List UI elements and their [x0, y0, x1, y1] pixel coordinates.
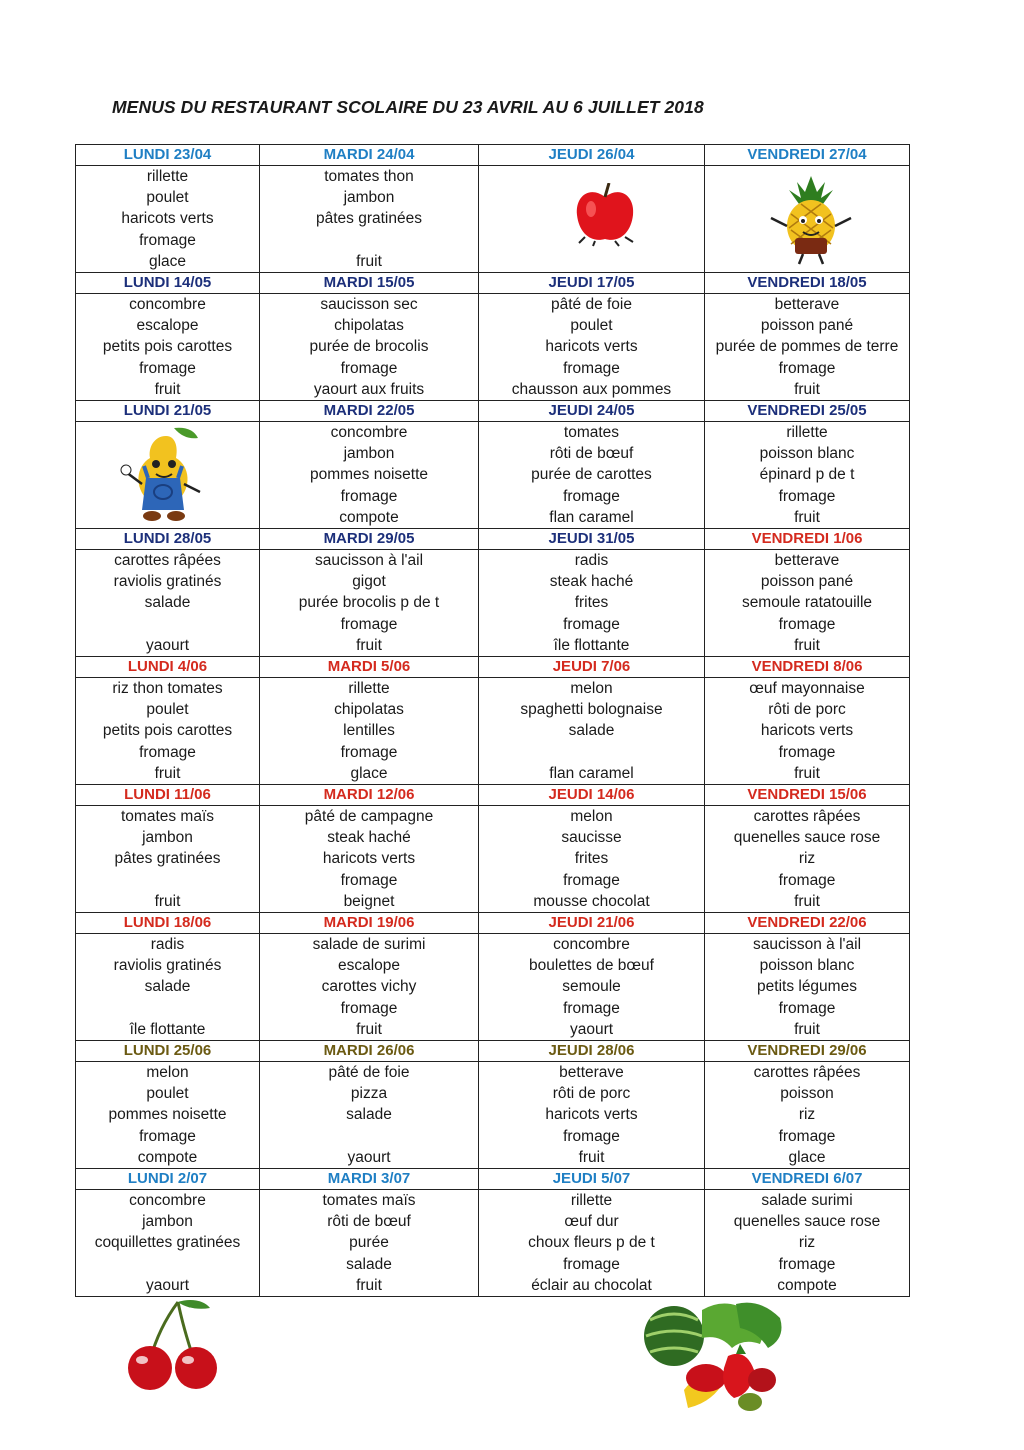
- menu-item: salade: [346, 1255, 392, 1273]
- day-menu: [705, 1190, 910, 1297]
- day-header-row: [76, 273, 910, 294]
- day-header: JEUDI 7/06: [479, 657, 705, 678]
- menu-item: escalope: [337, 957, 401, 975]
- menu-item: melon: [570, 680, 613, 697]
- menu-item: fromage: [139, 1127, 196, 1145]
- menu-row: [76, 934, 910, 1041]
- menu-row: [76, 422, 910, 529]
- menu-item: pâtes gratinées: [316, 210, 422, 228]
- day-header: LUNDI 18/06: [76, 913, 260, 934]
- menu-item: compote: [339, 508, 399, 526]
- menu-item: saucisson sec: [320, 296, 418, 313]
- menu-item: pâtes gratinées: [114, 850, 221, 868]
- menu-item: steak haché: [327, 829, 411, 847]
- day-header: MARDI 22/05: [260, 401, 479, 422]
- menu-item: choux fleurs p de t: [528, 1234, 655, 1252]
- menu-item: rillette: [348, 680, 390, 697]
- day-header: VENDREDI 1/06: [705, 529, 910, 550]
- menu-item: gigot: [352, 573, 386, 591]
- day-menu: [705, 294, 910, 401]
- menu-row: [76, 806, 910, 913]
- menu-item: œuf mayonnaise: [749, 680, 865, 697]
- day-header-row: [76, 401, 910, 422]
- menu-item: salade: [346, 1106, 392, 1124]
- menu-item: poulet: [146, 1085, 189, 1103]
- menu-item: jambon: [142, 829, 193, 847]
- day-menu: [260, 934, 479, 1041]
- day-header: JEUDI 17/05: [479, 273, 705, 294]
- day-header: JEUDI 14/06: [479, 785, 705, 806]
- menu-item: salade surimi: [761, 1192, 853, 1209]
- menu-item: jambon: [142, 1213, 193, 1231]
- menu-item: haricots verts: [545, 1106, 638, 1124]
- menu-item: fromage: [563, 359, 620, 377]
- menu-item: concombre: [330, 424, 408, 441]
- menu-item: melon: [570, 808, 613, 825]
- day-menu: [479, 1062, 705, 1169]
- menu-item: concombre: [129, 1192, 206, 1209]
- menu-item: tomates: [563, 424, 620, 441]
- apple-icon: [575, 183, 635, 247]
- day-menu: [479, 678, 705, 785]
- menu-item: salade de surimi: [312, 936, 426, 953]
- menu-item: fruit: [794, 508, 820, 526]
- day-header: VENDREDI 29/06: [705, 1041, 910, 1062]
- day-header-row: [76, 657, 910, 678]
- day-header: VENDREDI 25/05: [705, 401, 910, 422]
- menu-item: [479, 742, 704, 763]
- menu-item: fromage: [778, 871, 836, 889]
- menu-item: haricots verts: [121, 210, 214, 228]
- menu-item: île flottante: [129, 1020, 206, 1038]
- day-menu: [260, 1190, 479, 1297]
- menu-item: fromage: [563, 1127, 620, 1145]
- menu-item: saucisse: [561, 829, 622, 847]
- menu-item: rôti de porc: [768, 701, 846, 719]
- menu-item: fromage: [778, 359, 836, 377]
- menu-row: [76, 1190, 910, 1297]
- day-header: MARDI 12/06: [260, 785, 479, 806]
- menu-item: salade: [144, 594, 191, 612]
- menu-item: tomates thon: [324, 168, 414, 185]
- day-header: LUNDI 28/05: [76, 529, 260, 550]
- menu-item: rôti de bœuf: [549, 445, 634, 463]
- day-header: MARDI 19/06: [260, 913, 479, 934]
- menu-item: lentilles: [343, 722, 395, 740]
- menu-item: melon: [146, 1064, 189, 1081]
- menu-item: rillette: [570, 1192, 613, 1209]
- day-header: LUNDI 2/07: [76, 1169, 260, 1190]
- menu-item: fromage: [139, 359, 196, 377]
- menu-item: fromage: [340, 871, 398, 889]
- cherries-icon: [118, 1298, 223, 1393]
- day-menu: [76, 1190, 260, 1297]
- day-header: JEUDI 31/05: [479, 529, 705, 550]
- menu-item: purée brocolis p de t: [298, 594, 440, 612]
- menu-item: tomates maïs: [322, 1192, 416, 1209]
- menu-item: fromage: [340, 487, 398, 505]
- day-menu: [76, 166, 260, 273]
- menu-item: fromage: [340, 615, 398, 633]
- menu-item: fruit: [356, 1020, 382, 1038]
- day-header: VENDREDI 18/05: [705, 273, 910, 294]
- day-header: LUNDI 4/06: [76, 657, 260, 678]
- day-menu: [705, 806, 910, 913]
- menu-item: rillette: [146, 168, 189, 185]
- day-header: JEUDI 21/06: [479, 913, 705, 934]
- day-header-row: [76, 145, 910, 166]
- menu-item: fruit: [356, 1276, 382, 1294]
- menu-item: pommes noisette: [108, 1106, 227, 1124]
- menu-item: glace: [350, 764, 388, 782]
- day-header: LUNDI 14/05: [76, 273, 260, 294]
- menu-item: [76, 1254, 259, 1275]
- menu-item: tomates maïs: [120, 808, 215, 825]
- menu-item: fromage: [778, 1127, 836, 1145]
- menu-item: poisson: [780, 1085, 834, 1103]
- menu-item: semoule: [562, 978, 621, 996]
- menu-item: fromage: [778, 743, 836, 761]
- menu-item: compote: [777, 1276, 837, 1294]
- menu-item: jambon: [343, 445, 395, 463]
- day-menu: [479, 1190, 705, 1297]
- day-header: JEUDI 24/05: [479, 401, 705, 422]
- day-header: JEUDI 26/04: [479, 145, 705, 166]
- vegetables-icon: [640, 1298, 790, 1416]
- menu-item: [260, 230, 478, 251]
- day-header: VENDREDI 22/06: [705, 913, 910, 934]
- day-header: LUNDI 23/04: [76, 145, 260, 166]
- day-header: MARDI 29/05: [260, 529, 479, 550]
- menu-item: frites: [574, 594, 609, 612]
- menu-item: fruit: [794, 892, 820, 910]
- menu-item: [260, 1126, 478, 1147]
- day-header: MARDI 26/06: [260, 1041, 479, 1062]
- menu-item: fruit: [154, 380, 181, 398]
- menu-item: fruit: [794, 380, 820, 398]
- day-menu: [260, 806, 479, 913]
- menu-table: [75, 144, 910, 1297]
- menu-item: purée de brocolis: [309, 338, 429, 356]
- day-menu: [705, 166, 910, 273]
- day-menu: [260, 166, 479, 273]
- day-menu: [705, 422, 910, 529]
- menu-item: betterave: [774, 552, 840, 569]
- menu-item: yaourt: [347, 1148, 391, 1166]
- day-header: MARDI 24/04: [260, 145, 479, 166]
- menu-item: fruit: [794, 764, 820, 782]
- menu-item: fromage: [340, 359, 398, 377]
- menu-item: fromage: [340, 743, 398, 761]
- menu-item: mousse chocolat: [533, 892, 650, 910]
- day-menu: [76, 1062, 260, 1169]
- menu-item: poisson blanc: [759, 445, 855, 463]
- menu-item: purée de carottes: [531, 466, 652, 484]
- menu-item: carottes râpées: [114, 552, 221, 569]
- day-menu: [260, 550, 479, 657]
- menu-row: [76, 678, 910, 785]
- menu-item: purée de pommes de terre: [715, 338, 899, 356]
- menu-row: [76, 1062, 910, 1169]
- day-header: VENDREDI 6/07: [705, 1169, 910, 1190]
- menu-item: haricots verts: [322, 850, 416, 868]
- menu-item: rôti de bœuf: [327, 1213, 411, 1231]
- menu-item: fromage: [778, 999, 836, 1017]
- menu-item: yaourt: [145, 636, 190, 654]
- menu-item: fromage: [563, 871, 620, 889]
- day-menu: [76, 294, 260, 401]
- menu-item: glace: [148, 252, 187, 270]
- menu-item: beignet: [343, 892, 395, 910]
- menu-item: pâté de campagne: [304, 808, 434, 825]
- day-header: LUNDI 25/06: [76, 1041, 260, 1062]
- day-header: VENDREDI 8/06: [705, 657, 910, 678]
- menu-item: petits pois carottes: [102, 338, 233, 356]
- menu-item: fromage: [563, 615, 620, 633]
- menu-item: chausson aux pommes: [511, 380, 672, 398]
- day-header: VENDREDI 27/04: [705, 145, 910, 166]
- menu-item: rillette: [786, 424, 828, 441]
- menu-item: fruit: [794, 636, 820, 654]
- menu-item: carottes vichy: [321, 978, 417, 996]
- menu-item: fromage: [778, 487, 836, 505]
- menu-item: spaghetti bolognaise: [520, 701, 663, 719]
- day-menu: [479, 806, 705, 913]
- day-header: LUNDI 11/06: [76, 785, 260, 806]
- day-menu: [479, 550, 705, 657]
- menu-item: fromage: [778, 1255, 836, 1273]
- menu-item: [76, 870, 259, 891]
- menu-item: quenelles sauce rose: [733, 829, 881, 847]
- menu-item: fruit: [794, 1020, 820, 1038]
- day-header: MARDI 15/05: [260, 273, 479, 294]
- day-menu: [705, 678, 910, 785]
- day-menu: [260, 678, 479, 785]
- menu-item: purée: [349, 1234, 389, 1252]
- day-header-row: [76, 913, 910, 934]
- menu-item: haricots verts: [545, 338, 638, 356]
- menu-item: fromage: [563, 999, 620, 1017]
- menu-item: saucisson à l'ail: [314, 552, 424, 569]
- day-menu: [260, 294, 479, 401]
- day-menu: [479, 934, 705, 1041]
- menu-item: poulet: [146, 189, 189, 207]
- menu-item: riz: [798, 1234, 816, 1252]
- menu-item: radis: [150, 936, 185, 953]
- menu-item: île flottante: [553, 636, 630, 654]
- menu-item: fruit: [154, 764, 181, 782]
- day-menu: [705, 934, 910, 1041]
- day-menu: [76, 806, 260, 913]
- menu-item: glace: [788, 1148, 826, 1166]
- menu-row: [76, 166, 910, 273]
- menu-item: rôti de porc: [552, 1085, 631, 1103]
- day-header-row: [76, 785, 910, 806]
- menu-item: petits pois carottes: [102, 722, 233, 740]
- day-menu: [479, 422, 705, 529]
- menu-item: pâté de foie: [550, 296, 632, 313]
- menu-item: betterave: [774, 296, 840, 313]
- menu-item: yaourt aux fruits: [313, 380, 425, 398]
- menu-row: [76, 294, 910, 401]
- day-menu: [705, 550, 910, 657]
- menu-item: petits légumes: [757, 978, 857, 996]
- menu-item: yaourt: [145, 1276, 190, 1294]
- day-menu: [260, 422, 479, 529]
- menu-item: raviolis gratinés: [113, 573, 222, 591]
- menu-item: fruit: [578, 1148, 605, 1166]
- day-menu: [76, 550, 260, 657]
- day-header: JEUDI 28/06: [479, 1041, 705, 1062]
- menu-item: pâté de foie: [328, 1064, 410, 1081]
- menu-item: riz: [798, 850, 816, 868]
- menu-item: fromage: [340, 999, 398, 1017]
- day-menu: [479, 294, 705, 401]
- menu-item: poulet: [570, 317, 613, 335]
- menu-item: poisson blanc: [759, 957, 855, 975]
- menu-item: concombre: [129, 296, 206, 313]
- menu-item: [76, 614, 259, 635]
- menu-item: fruit: [154, 892, 181, 910]
- menu-item: jambon: [343, 189, 395, 207]
- menu-item: flan caramel: [549, 764, 634, 782]
- day-menu: [705, 1062, 910, 1169]
- menu-item: saucisson à l'ail: [752, 936, 862, 953]
- menu-item: pizza: [350, 1085, 388, 1103]
- day-header-row: [76, 529, 910, 550]
- menu-item: coquillettes gratinées: [94, 1234, 241, 1252]
- menu-item: compote: [137, 1148, 198, 1166]
- menu-item: poulet: [146, 701, 189, 719]
- menu-item: flan caramel: [549, 508, 634, 526]
- menu-item: fruit: [356, 636, 382, 654]
- menu-item: riz: [798, 1106, 816, 1124]
- menu-item: semoule ratatouille: [741, 594, 873, 612]
- day-header-row: [76, 1169, 910, 1190]
- menu-item: fromage: [139, 743, 196, 761]
- menu-item: éclair au chocolat: [531, 1276, 652, 1294]
- menu-item: boulettes de bœuf: [529, 957, 654, 975]
- menu-item: escalope: [136, 317, 199, 335]
- day-menu: [76, 422, 260, 529]
- menu-item: carottes râpées: [753, 1064, 861, 1081]
- day-header: JEUDI 5/07: [479, 1169, 705, 1190]
- menu-item: raviolis gratinés: [113, 957, 222, 975]
- menu-row: [76, 550, 910, 657]
- day-header: VENDREDI 15/06: [705, 785, 910, 806]
- day-menu: [76, 678, 260, 785]
- day-menu: [76, 934, 260, 1041]
- menu-item: riz thon tomates: [112, 680, 223, 697]
- menu-item: carottes râpées: [753, 808, 861, 825]
- day-menu: [479, 166, 705, 273]
- menu-item: frites: [574, 850, 609, 868]
- menu-item: fromage: [563, 1255, 620, 1273]
- day-header: MARDI 3/07: [260, 1169, 479, 1190]
- menu-item: haricots verts: [760, 722, 854, 740]
- menu-item: chipolatas: [334, 317, 404, 335]
- day-menu: [260, 1062, 479, 1169]
- menu-item: épinard p de t: [759, 466, 855, 484]
- menu-item: fromage: [139, 231, 196, 249]
- day-header-row: [76, 1041, 910, 1062]
- menu-item: [76, 998, 259, 1019]
- pineapple-icon: [767, 174, 855, 266]
- day-header: MARDI 5/06: [260, 657, 479, 678]
- menu-item: fruit: [356, 252, 382, 270]
- menu-item: salade: [568, 722, 615, 740]
- menu-item: fromage: [563, 487, 620, 505]
- menu-item: yaourt: [569, 1020, 614, 1038]
- pear-character-icon: [118, 426, 208, 524]
- page-title: MENUS DU RESTAURANT SCOLAIRE DU 23 AVRIL AU 6 JUILLET 2018: [112, 97, 704, 117]
- menu-item: poisson pané: [760, 317, 854, 335]
- menu-item: betterave: [559, 1064, 624, 1081]
- menu-item: fromage: [778, 615, 836, 633]
- menu-item: radis: [574, 552, 609, 569]
- menu-item: salade: [144, 978, 191, 996]
- menu-item: concombre: [553, 936, 630, 953]
- menu-item: poisson pané: [760, 573, 854, 591]
- menu-item: œuf dur: [564, 1213, 619, 1231]
- day-header: LUNDI 21/05: [76, 401, 260, 422]
- menu-item: chipolatas: [334, 701, 404, 719]
- menu-item: quenelles sauce rose: [733, 1213, 881, 1231]
- menu-item: pommes noisette: [309, 466, 429, 484]
- menu-item: steak haché: [549, 573, 634, 591]
